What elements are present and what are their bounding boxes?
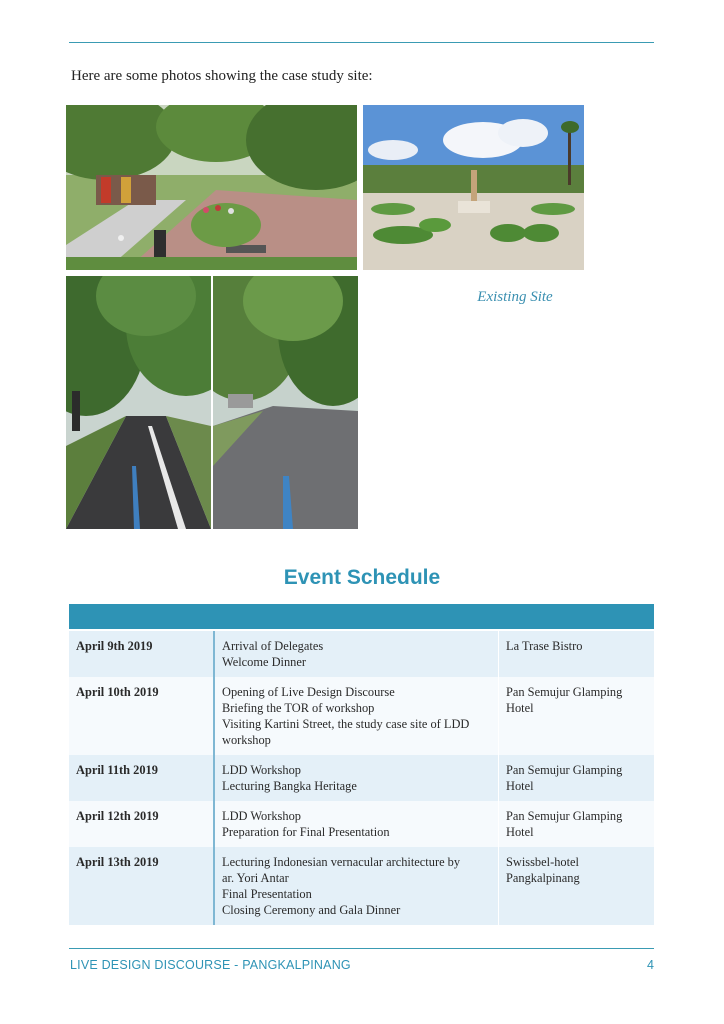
activity-line: Opening of Live Design Discourse: [222, 685, 395, 699]
street-photo: [213, 276, 358, 529]
table-row: [69, 847, 654, 925]
date-cell: April 10th 2019: [69, 677, 215, 755]
activity-line: Closing Ceremony and Gala Dinner: [222, 903, 401, 917]
activities-cell: [215, 755, 499, 801]
activity-line: Arrival of Delegates: [222, 639, 324, 653]
table-row: [69, 801, 654, 847]
activities-cell: [215, 677, 499, 755]
venue-line: Swissbel-hotel: [506, 855, 579, 869]
footer-title: LIVE DESIGN DISCOURSE - PANGKALPINANG: [70, 958, 351, 972]
table-row: [69, 677, 654, 755]
activity-line: Preparation for Final Presentation: [222, 825, 390, 839]
venue-line: Hotel: [506, 825, 534, 839]
activity-line: LDD Workshop: [222, 763, 301, 777]
venue-line: Pangkalpinang: [506, 871, 580, 885]
park-plaza-photo: [66, 105, 357, 270]
activities-cell: [215, 801, 499, 847]
venue-line: Pan Semujur Glamping: [506, 809, 623, 823]
activity-line: ar. Yori Antar: [222, 871, 289, 885]
activity-line: Briefing the TOR of workshop: [222, 701, 375, 715]
date-cell: April 11th 2019: [69, 755, 215, 801]
activity-line: Final Presentation: [222, 887, 312, 901]
activities-cell: [215, 847, 499, 925]
activity-line: Lecturing Bangka Heritage: [222, 779, 357, 793]
intro-text: Here are some photos showing the case study site:: [71, 68, 373, 84]
table-header-bar: [69, 604, 654, 629]
footer-rule: [69, 948, 654, 949]
activity-line: Visiting Kartini Street, the study case site of LDD: [222, 717, 470, 731]
activities-cell: [215, 631, 499, 677]
table-row: [69, 631, 654, 677]
venue-cell: [499, 755, 654, 801]
venue-cell: [499, 801, 654, 847]
venue-line: La Trase Bistro: [506, 639, 583, 653]
top-rule: [69, 42, 654, 43]
venue-cell: [499, 847, 654, 925]
activity-line: workshop: [222, 733, 271, 747]
page-number: 4: [647, 958, 654, 972]
date-cell: April 13th 2019: [69, 847, 215, 925]
venue-line: Hotel: [506, 701, 534, 715]
schedule-table: [69, 631, 654, 925]
schedule-title: Event Schedule: [283, 566, 441, 589]
activity-line: LDD Workshop: [222, 809, 301, 823]
venue-line: Pan Semujur Glamping: [506, 763, 623, 777]
activity-line: Welcome Dinner: [222, 655, 306, 669]
date-cell: April 9th 2019: [69, 631, 215, 677]
venue-line: Pan Semujur Glamping: [506, 685, 623, 699]
street-photo: [66, 276, 211, 529]
date-cell: April 12th 2019: [69, 801, 215, 847]
venue-line: Hotel: [506, 779, 534, 793]
photo-caption: Existing Site: [477, 289, 553, 305]
table-row: [69, 755, 654, 801]
venue-cell: [499, 677, 654, 755]
activity-line: Lecturing Indonesian vernacular architecture by: [222, 855, 461, 869]
venue-cell: [499, 631, 654, 677]
fountain-garden-photo: [363, 105, 584, 270]
